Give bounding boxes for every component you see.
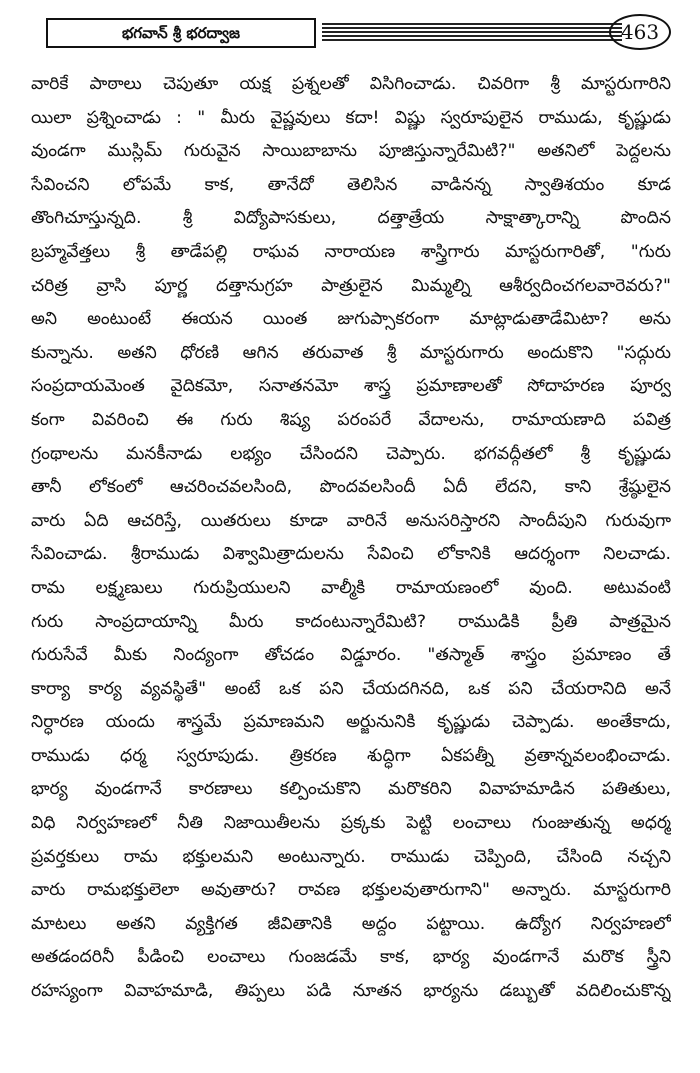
text-line: బ్రహ్మవేత్తలు శ్రీ తాడేపల్లి రాఘవ నారాయణ శాస్త్రిగారు మాస్టరుగారితో, "గురు: [31, 241, 671, 262]
text-line: గురు సాంప్రదాయాన్ని మీరు కాదంటున్నారేమిటి? రాముడికి ప్రీతి పాత్రమైన: [31, 611, 671, 632]
text-line: సంప్రదాయమెంత వైదికమో, సనాతనమో శాస్త్ర ప్రమాణాలతో సోదాహరణ పూర్వ: [31, 376, 671, 397]
text-line: గ్రంథాలను మనకీనాడు లభ్యం చేసిందని చెప్పారు. భగవద్గీతలో శ్రీ కృష్ణుడు: [31, 443, 671, 464]
text-line: వారికే పాఠాలు చెపుతూ యక్ష ప్రశ్నలతో విసిగించాడు. చివరిగా శ్రీ మాస్టరుగారిని: [31, 74, 671, 94]
text-line: ప్రవర్తకులు రామ భక్తులమని అంటున్నారు. రాముడు చెప్పింది, చేసింది నచ్చని: [31, 846, 671, 867]
header-rules: [322, 23, 622, 45]
text-line: రాముడు ధర్మ స్వరూపుడు. త్రికరణ శుద్ధిగా ఏకపత్నీ వ్రతాన్నవలంభించాడు.: [31, 745, 671, 766]
page-number: 463: [609, 14, 671, 50]
text-line: విధి నిర్వహణలో నీతి నిజాయితీలను ప్రక్కకు పెట్టి లంచాలు గుంజుతున్న అధర్మ: [31, 813, 671, 834]
text-line: నిర్ధారణ యందు శాస్త్రమే ప్రమాణమని అర్జునునికి కృష్ణుడు చెప్పాడు. అంతేకాదు,: [31, 712, 671, 733]
text-line: కున్నాను. అతని ధోరణి ఆగిన తరువాత శ్రీ మాస్టరుగారు అందుకొని "సద్గురు: [31, 342, 671, 363]
text-line: తానీ లోకంలో ఆచరించవలసింది, పొందవలసిందీ ఏదీ లేదని, కాని శ్రేష్ఠులైన: [31, 477, 671, 498]
text-line: యిలా ప్రశ్నించాడు : " మీరు వైష్ణవులు కదా! విష్ణు స్వరూపులైన రాముడు, కృష్ణుడు: [31, 107, 671, 128]
text-line: భార్య వుండగానే కారణాలు కల్పించుకొని మరొకరిని వివాహమాడిన పతితులు,: [31, 779, 671, 800]
text-line: అతడందరినీ పీడించి లంచాలు గుంజడమే కాక, భార్య వుండగానే మరొక స్త్రీని: [31, 947, 671, 968]
text-line: గురుసేవే మీకు నింద్యంగా తోచడం విడ్డూరం. "తస్మాత్ శాస్త్రం ప్రమాణం తే: [31, 645, 671, 666]
text-line: చరిత్ర వ్రాసి పూర్ణ దత్తానుగ్రహ పాత్రులైన మిమ్మల్ని ఆశీర్వదించగలవారెవరు?": [31, 275, 671, 296]
text-line: వారు రామభక్తులెలా అవుతారు? రావణ భక్తులవుతారుగాని" అన్నారు. మాస్టరుగారి: [31, 880, 671, 901]
text-line: వారు ఏది ఆచరిస్తే, యితరులు కూడా వారినే అనుసరిస్తారని సాందీపుని గురువుగా: [31, 510, 671, 531]
text-line: రామ లక్ష్మణులు గురుప్రియులని వాల్మీకి రామాయణంలో వుంది. అటువంటి: [31, 577, 671, 598]
text-line: వుండగా ముస్లిమ్ గురువైన సాయిబాబాను పూజిస్తున్నారేమిటి?" అతనిలో పెద్దలను: [31, 141, 671, 162]
text-line: రహస్యంగా వివాహమాడి, తిప్పలు పడి నూతన భార్యను డబ్బుతో వదిలించుకొన్న: [31, 981, 671, 1002]
text-line: సేవించాడు. శ్రీరాముడు విశ్వామిత్రాదులను సేవించి లోకానికి ఆదర్శంగా నిలచాడు.: [31, 544, 671, 565]
text-line: తొంగిచూస్తున్నది. శ్రీ విద్యోపాసకులు, దత్తాత్రేయ సాక్షాత్కారాన్ని పొందిన: [31, 208, 671, 229]
book-title: భగవాన్ శ్రీ భరద్వాజ: [46, 18, 316, 48]
text-line: మాటలు అతని వ్యక్తిగత జీవితానికి అద్దం పట్టాయి. ఉద్యోగ నిర్వహణలో: [31, 913, 671, 934]
text-line: కార్యా కార్య వ్యవస్థితే" అంటే ఒక పని చేయదగినది, ఒక పని చేయరానిది అనే: [31, 678, 671, 699]
text-line: సేవించని లోపమే కాక, తానేదో తెలిసిన వాడినన్న స్వాతిశయం కూడ: [31, 174, 671, 195]
text-line: అని అంటుంటే ఈయన యింత జుగుప్సాకరంగా మాట్లాడుతాడేమిటా? అను: [31, 309, 671, 330]
text-line: కంగా వివరించి ఈ గురు శిష్య పరంపరే వేదాలను, రామాయణాది పవిత్ర: [31, 409, 671, 430]
running-header: [46, 14, 668, 50]
body-text: [31, 68, 671, 1009]
